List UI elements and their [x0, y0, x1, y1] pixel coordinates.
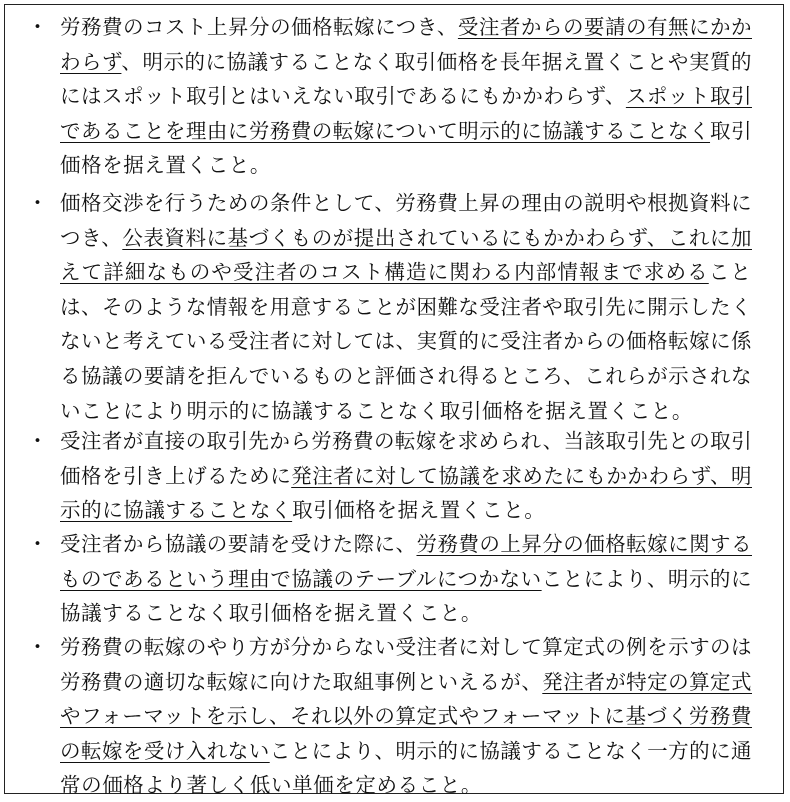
text-segment: いことにより明示的に協議することなく取引価格を据え置くこと。 — [60, 398, 693, 423]
text-line — [60, 114, 752, 148]
bullet-marker: ・ — [27, 429, 48, 453]
underlined-text: やフォーマットを示し、それ以外の算定式やフォーマットに基づく労務費 — [60, 704, 752, 729]
bullet-marker: ・ — [27, 635, 48, 659]
text-segment: ないと考えている受注者に対しては、実質的に受注者からの価格転嫁に係 — [60, 329, 752, 354]
text-segment: 取引 — [710, 118, 752, 143]
bullet-marker: ・ — [27, 15, 48, 39]
text-line — [60, 45, 752, 79]
text-line — [60, 527, 752, 561]
text-segment: は、そのような情報を用意することが困難な受注者や取引先に開示したく — [60, 294, 752, 319]
underlined-text: であることを理由に労務費の転嫁について明示的に協議することなく — [60, 118, 711, 143]
underlined-text: わらず — [60, 49, 122, 74]
text-line — [60, 493, 545, 527]
underlined-text: の転嫁を受け入れない — [60, 738, 270, 763]
text-segment: 受注者から協議の要請を受けた際に、 — [60, 532, 417, 556]
underlined-text: 受注者からの要請の有無にかか — [457, 15, 752, 39]
text-line — [60, 596, 482, 630]
text-line — [60, 562, 752, 596]
text-segment: 価格を据え置くこと。 — [60, 153, 271, 178]
text-segment: る協議の要請を拒んでいるものと評価され得るところ、これらが示されな — [60, 364, 752, 388]
text-line — [60, 424, 752, 458]
underlined-text: 発注者に対して協議を求めたにもかかわらず、明 — [291, 463, 752, 488]
text-line — [60, 186, 752, 220]
text-segment: こと — [708, 260, 752, 285]
text-segment: つき、 — [60, 225, 123, 250]
underlined-text: えて詳細なものや受注者のコスト構造に関わる内部情報まで求める — [60, 260, 709, 285]
text-segment: 常の価格より著しく低い単価を定めること。 — [60, 773, 482, 798]
text-line — [60, 290, 752, 324]
text-segment: にはスポット取引とはいえない取引であるにもかかわらず、 — [60, 84, 626, 109]
bullet-marker: ・ — [27, 532, 48, 556]
text-segment: 、明示的に協議することなく取引価格を長年据え置くことや実質的 — [121, 49, 752, 74]
text-line — [60, 699, 752, 733]
text-segment: 価格交渉を行うための条件として、労務費上昇の理由の説明や根拠資料に — [60, 191, 752, 215]
underlined-text: ものであるという理由で協議のテーブルにつかない — [60, 566, 542, 591]
text-line — [60, 734, 752, 768]
text-line — [60, 79, 752, 113]
underlined-text: 公表資料に基づくものが提出されているにもかかわらず、これに加 — [122, 225, 752, 250]
underlined-text: スポット取引 — [625, 84, 752, 109]
text-line — [60, 359, 752, 393]
text-segment: 労務費のコスト上昇分の価格転嫁につき、 — [60, 15, 458, 39]
text-line — [60, 148, 271, 182]
bullet-marker: ・ — [27, 191, 48, 215]
text-segment: 労務費の適切な転嫁に向けた取組事例といえるが、 — [60, 669, 543, 694]
text-line — [60, 768, 482, 802]
text-line — [60, 221, 752, 255]
text-line — [60, 630, 752, 664]
text-segment: 労務費の転嫁のやり方が分からない受注者に対して算定式の例を示すのは — [60, 635, 752, 659]
underlined-text: 労務費の上昇分の価格転嫁に関する — [416, 532, 752, 556]
text-line — [60, 459, 752, 493]
text-line — [60, 255, 752, 289]
text-line — [60, 665, 752, 699]
text-segment: 受注者が直接の取引先から労務費の転嫁を求められ、当該取引先との取引 — [60, 429, 752, 453]
text-segment: 協議することなく取引価格を据え置くこと。 — [60, 601, 482, 626]
text-line — [60, 10, 752, 44]
text-line — [60, 324, 752, 358]
underlined-text: 示的に協議することなく — [60, 498, 293, 523]
text-line — [60, 394, 693, 428]
text-segment: ことにより、明示的に — [541, 566, 753, 591]
text-segment: 価格を引き上げるために — [60, 463, 292, 488]
text-segment: 取引価格を据え置くこと。 — [292, 498, 546, 523]
bordered-text-box — [4, 4, 784, 798]
underlined-text: 発注者が特定の算定式 — [542, 669, 752, 694]
text-segment: ことにより、明示的に協議することなく一方的に通 — [269, 738, 752, 763]
